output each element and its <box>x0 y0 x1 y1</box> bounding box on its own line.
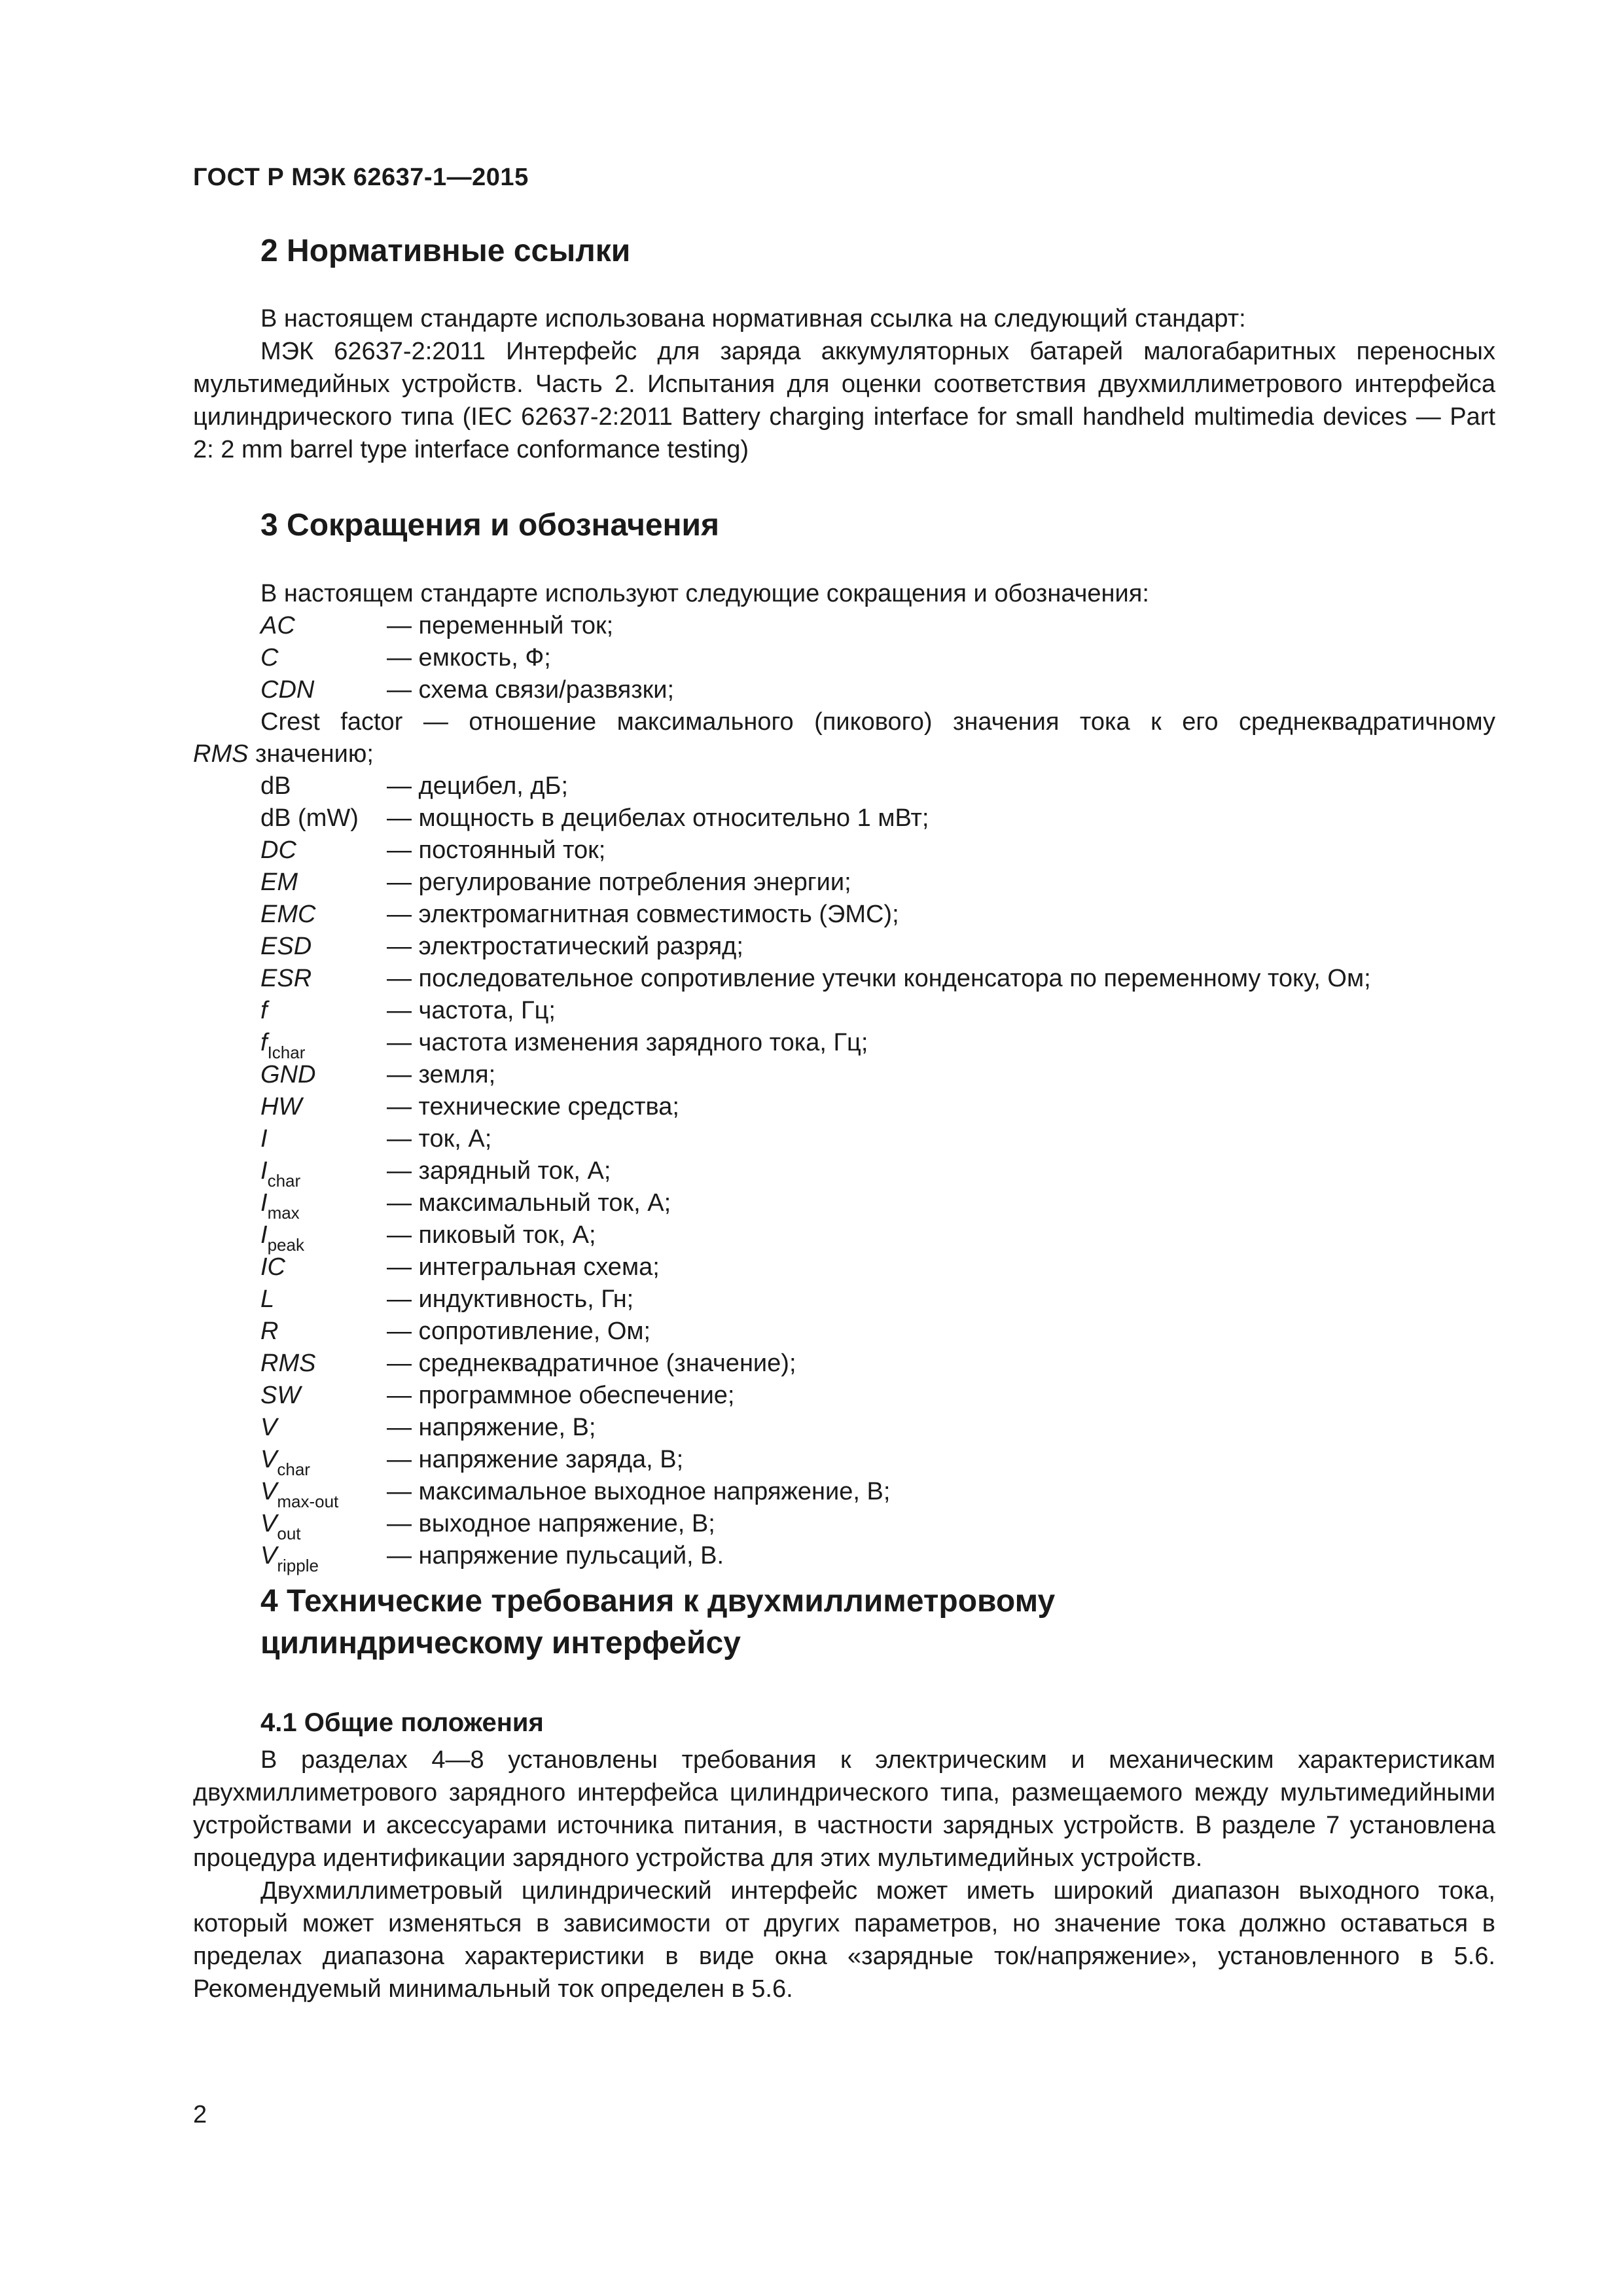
abbreviation-definition: — переменный ток; <box>387 612 614 639</box>
section-4-body <box>193 1744 1495 2005</box>
section-2-body <box>193 302 1495 466</box>
abbreviation-definition: — земля; <box>387 1061 496 1088</box>
abbreviation-term: RMS <box>260 1350 316 1377</box>
abbreviation-row <box>193 1283 1495 1316</box>
section-2-title: 2 Нормативные ссылки <box>260 234 631 268</box>
abbreviation-term: ESR <box>260 965 312 992</box>
abbreviation-definition: — программное обеспечение; <box>387 1382 735 1409</box>
crest-factor-continuation <box>193 738 1495 770</box>
abbreviation-definition: — сопротивление, Ом; <box>387 1318 651 1345</box>
abbreviation-row <box>193 834 1495 867</box>
abbreviation-row <box>193 1219 1495 1255</box>
abbreviation-row <box>193 1348 1495 1380</box>
abbreviation-definition: — ток, А; <box>387 1125 492 1153</box>
abbreviation-row <box>193 995 1495 1027</box>
abbreviation-definition: — максимальное выходное напряжение, В; <box>387 1478 891 1505</box>
abbreviation-definition: — частота, Гц; <box>387 997 556 1024</box>
abbreviation-definition: — максимальный ток, А; <box>387 1189 671 1217</box>
abbreviation-term: EM <box>260 869 298 896</box>
abbreviation-row <box>193 1444 1495 1479</box>
abbreviation-term: AC <box>260 612 295 639</box>
abbreviation-definition: — технические средства; <box>387 1093 679 1121</box>
abbreviation-row <box>193 867 1495 899</box>
abbreviation-definition: — напряжение заряда, В; <box>387 1446 684 1473</box>
abbreviation-term: $V_{ripple}$ <box>260 1542 319 1575</box>
abbreviation-term: SW <box>260 1382 301 1409</box>
abbreviation-term: IC <box>260 1253 285 1281</box>
abbreviation-term: $V_{char}$ <box>260 1446 310 1479</box>
abbreviation-row <box>193 899 1495 931</box>
abbreviation-term: CDN <box>260 676 315 704</box>
abbreviation-definition: — электростатический разряд; <box>387 933 743 960</box>
abbreviation-row <box>193 642 1495 674</box>
abbreviation-definition: — электромагнитная совместимость (ЭМС); <box>387 901 899 928</box>
section-4-paragraph-2: Двухмиллиметровый цилиндрический интерфейс может иметь широкий диапазон выходного тока, который может изменяться в зависимости от других параметров, но значение тока должно оставаться в пределах диапазона характеристики в виде окна «зарядные ток/напряжение», установленного в 5.6. Рекомендуемый минимальный ток определен в 5.6. <box>193 1877 1495 2003</box>
abbreviation-row <box>193 1155 1495 1191</box>
abbreviation-definition: — индуктивность, Гн; <box>387 1285 634 1313</box>
abbreviation-definition: — децибел, дБ; <box>387 772 569 800</box>
abbreviation-row <box>193 674 1495 706</box>
abbreviation-row <box>193 1091 1495 1123</box>
abbreviation-term: I <box>260 1125 268 1153</box>
abbreviation-definition: — зарядный ток, А; <box>387 1157 611 1185</box>
abbreviation-row <box>193 1059 1495 1091</box>
abbreviation-row <box>193 1508 1495 1543</box>
section-3-title: 3 Сокращения и обозначения <box>260 508 720 543</box>
document-header: ГОСТ Р МЭК 62637-1—2015 <box>193 164 529 191</box>
abbreviation-term: dB (mW) <box>260 804 359 832</box>
crest-rms-term: RMS <box>193 740 249 768</box>
abbreviation-definition: — постоянный ток; <box>387 836 606 864</box>
abbreviation-definition: — пиковый ток, А; <box>387 1221 596 1249</box>
abbreviation-term: dB <box>260 772 291 800</box>
abbreviation-definition: — интегральная схема; <box>387 1253 660 1281</box>
section-2-intro: В настоящем стандарте использована нормативная ссылка на следующий стандарт: <box>260 305 1246 332</box>
abbreviation-row <box>193 1251 1495 1283</box>
abbreviation-definition: — мощность в децибелах относительно 1 мВт; <box>387 804 929 832</box>
abbreviation-definition: — выходное напряжение, В; <box>387 1510 715 1537</box>
abbreviation-term: $I_{peak}$ <box>260 1221 304 1255</box>
abbreviation-term: EMC <box>260 901 316 928</box>
subsection-4-1-title: 4.1 Общие положения <box>260 1708 544 1737</box>
abbreviation-definition: — частота изменения зарядного тока, Гц; <box>387 1029 868 1056</box>
abbreviation-definition: — напряжение пульсаций, В. <box>387 1542 724 1570</box>
abbreviation-definition: — последовательное сопротивление утечки конденсатора по переменному току, Ом; <box>387 965 1371 992</box>
page-number: 2 <box>193 2101 207 2128</box>
abbreviation-definition: — регулирование потребления энергии; <box>387 869 851 896</box>
abbreviation-term: DC <box>260 836 296 864</box>
abbreviation-row <box>193 1027 1495 1062</box>
abbreviation-term: $I_{char}$ <box>260 1157 301 1191</box>
abbreviation-row <box>193 1412 1495 1444</box>
abbreviation-definition: — напряжение, В; <box>387 1414 596 1441</box>
abbreviation-term: $V_{out}$ <box>260 1510 301 1543</box>
abbreviation-row <box>193 770 1495 802</box>
abbreviation-term: ESD <box>260 933 312 960</box>
abbreviation-row <box>193 1316 1495 1348</box>
abbreviation-term: C <box>260 644 279 672</box>
abbreviation-definition: — среднеквадратичное (значение); <box>387 1350 796 1377</box>
abbreviation-row <box>193 1380 1495 1412</box>
section-4-paragraph-1: В разделах 4—8 установлены требования к электрическим и механическим характеристикам двухмиллиметрового зарядного интерфейса цилиндрического типа, размещаемого между мультимедийными устройствами и аксессуарами источника питания, в частности зарядных устройств. В разделе 7 установлена процедура идентификации зарядного устройства для этих мультимедийных устройств. <box>193 1746 1495 1872</box>
abbreviation-definition: — емкость, Ф; <box>387 644 551 672</box>
abbreviation-term: V <box>260 1414 277 1441</box>
abbreviation-row <box>193 610 1495 642</box>
abbreviation-row <box>193 1476 1495 1511</box>
abbreviation-term: GND <box>260 1061 316 1088</box>
abbreviation-row <box>193 1123 1495 1155</box>
section-2-reference: МЭК 62637-2:2011 Интерфейс для заряда аккумуляторных батарей малогабаритных переносных мультимедийных устройств. Часть 2. Испытания для оценки соответствия двухмиллиметрового интерфейса цилиндрического типа (IEC 62637-2:2011 Battery charging interface for small handheld multimedia devices — Part 2: 2 mm barrel type interface conformance testing) <box>193 338 1495 463</box>
abbreviations-list <box>193 578 1495 1575</box>
abbreviation-row <box>193 963 1495 995</box>
abbreviation-term: $V_{max-out}$ <box>260 1478 339 1511</box>
abbreviation-row <box>193 1187 1495 1223</box>
section-4-title-line2: цилиндрическому интерфейсу <box>260 1626 741 1660</box>
crest-factor-line: Crest factor — отношение максимального (пикового) значения тока к его среднеквадратичному <box>260 708 1495 736</box>
abbreviation-term: HW <box>260 1093 302 1121</box>
abbreviation-definition: — схема связи/развязки; <box>387 676 675 704</box>
abbreviation-term: $f_{Ichar}$ <box>260 1029 306 1062</box>
abbreviation-row <box>193 1540 1495 1575</box>
section-3-intro: В настоящем стандарте используют следующие сокращения и обозначения: <box>260 580 1149 607</box>
section-4-title <box>260 1581 1055 1664</box>
abbreviation-term: L <box>260 1285 275 1313</box>
crest-rms-text: значению; <box>248 740 374 768</box>
section-4-title-line1: 4 Технические требования к двухмиллиметровому <box>260 1584 1056 1619</box>
abbreviation-row <box>193 802 1495 834</box>
abbreviation-term: $I_{max}$ <box>260 1189 300 1223</box>
abbreviation-row <box>193 931 1495 963</box>
abbreviation-term: R <box>260 1318 279 1345</box>
abbreviation-term: f <box>260 997 268 1024</box>
